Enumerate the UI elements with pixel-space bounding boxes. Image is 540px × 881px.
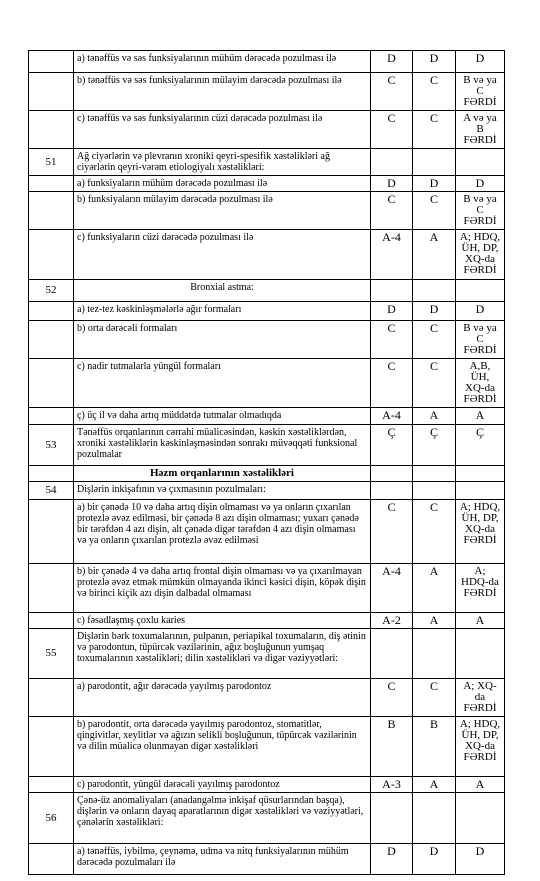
category-c2 — [413, 149, 456, 176]
category-c1: C — [371, 111, 413, 149]
category-c1: D — [371, 302, 413, 321]
row-number — [29, 408, 74, 425]
category-c1: C — [371, 73, 413, 111]
category-c2: C — [413, 192, 456, 230]
row-number — [29, 302, 74, 321]
category-c3-line: FƏRDİ — [463, 134, 497, 146]
category-c2: C — [413, 679, 456, 717]
table-row — [29, 51, 505, 73]
condition-description: b) bir çənədə 4 və daha artıq frontal dişin olmaması və ya çıxarılmayan protezlə əvəz etmək mümkün olmayanda ikinci kəsici dişin, köpək dişin və birinci kiçik azı dişin dalbadal olmaması — [74, 564, 371, 613]
table-row — [29, 149, 505, 176]
row-number: 54 — [29, 482, 74, 500]
empty-cell — [371, 466, 413, 482]
condition-description: b) tənəffüs və səs funksiyalarının mülayim dərəcədə pozulması ilə — [74, 73, 371, 111]
condition-description: c) nadir tutmalarla yüngül formaları — [74, 359, 371, 408]
table-row — [29, 629, 505, 679]
table-row — [29, 111, 505, 149]
category-c2 — [413, 629, 456, 679]
category-c3-line: B və ya C — [463, 322, 497, 345]
category-c3-line: ÜH, DP, — [461, 729, 499, 741]
category-c3-line: FƏRDİ — [463, 215, 497, 227]
category-c1: A-2 — [371, 613, 413, 629]
row-number — [29, 613, 74, 629]
category-c2: B — [413, 717, 456, 777]
table-row — [29, 777, 505, 793]
condition-description: c) fəsadlaşmış çoxlu karies — [74, 613, 371, 629]
category-c3-line: D — [475, 302, 485, 316]
table-row — [29, 564, 505, 613]
category-c1 — [371, 629, 413, 679]
category-c1: D — [371, 51, 413, 73]
condition-description: c) parodontit, yüngül dərəcəli yayılmış parodontoz — [74, 777, 371, 793]
category-c3-line: HDQ-da — [461, 576, 499, 588]
category-c3 — [456, 629, 505, 679]
requirements-table — [28, 50, 505, 875]
row-number — [29, 466, 74, 482]
category-c2: Ç — [413, 425, 456, 466]
category-c1: D — [371, 176, 413, 192]
condition-description: b) parodontit, orta dərəcədə yayılmış parodontoz, stomatitlər, qingivitlər, xeylitlər və ağızın selikli boşluğunun, tüpürcək vəzilərinin və dilin müalicə olunmayan digər xəstəlikləri — [74, 717, 371, 777]
category-c3 — [456, 500, 505, 564]
category-c3-line: A; HDQ, — [459, 501, 501, 513]
category-c3 — [456, 717, 505, 777]
table-row — [29, 500, 505, 564]
row-number — [29, 321, 74, 359]
category-c3 — [456, 73, 505, 111]
table-row — [29, 176, 505, 192]
condition-description: a) tez-tez kəskinləşmələrlə ağır formaları — [74, 302, 371, 321]
category-c1: C — [371, 679, 413, 717]
condition-description: a) tənəffüs, iybilmə, çeynəmə, udma və nitq funksiyalarının mühüm dərəcədə pozulmaları ilə — [74, 844, 371, 875]
category-c3 — [456, 777, 505, 793]
category-c3 — [456, 321, 505, 359]
row-number: 53 — [29, 425, 74, 466]
category-c2: A — [413, 408, 456, 425]
category-c3 — [456, 482, 505, 500]
condition-description: a) parodontit, ağır dərəcədə yayılmış parodontoz — [74, 679, 371, 717]
category-c2: D — [413, 51, 456, 73]
category-c3 — [456, 149, 505, 176]
category-c3-line: A — [475, 777, 485, 791]
category-c3-line: FƏRDİ — [463, 587, 497, 599]
condition-description: Tənəffüs orqanlarının cərrahi müalicəsindən, kəskin xəstəliklərdən, xroniki xəstəliklərin kəskinləşməsindən sonrakı müvəqqəti funksional pozulmalar — [74, 425, 371, 466]
condition-description: Ağ ciyərlərin və plevranın xroniki qeyri-spesifik xəstəlikləri ağ ciyərlərin qeyri-vərəm etiologiyalı xəstəlikləri: — [74, 149, 371, 176]
category-c3 — [456, 192, 505, 230]
category-c2: C — [413, 321, 456, 359]
category-c3-line: A və ya B — [463, 112, 497, 135]
table-row — [29, 73, 505, 111]
category-c3 — [456, 564, 505, 613]
category-c3-line: Ç — [475, 425, 484, 439]
row-number: 55 — [29, 629, 74, 679]
condition-description: a) bir çənədə 10 və daha artıq dişin olmaması və ya onların çıxarılan protezlə əvəz edilməsi, bir çənədə 8 azı dişin olmaması; yuxarı çənədə bir tərəfdən 4 azı dişin, alt çənədə digər tərəfdən 4 azı dişin olmaması və ya onların çıxarılan protezlə əvəz edilməsi — [74, 500, 371, 564]
category-c3-line: XQ-da — [465, 382, 495, 394]
category-c2: D — [413, 176, 456, 192]
row-number — [29, 111, 74, 149]
category-c2: A — [413, 564, 456, 613]
category-c1 — [371, 149, 413, 176]
table-row — [29, 408, 505, 425]
table-row — [29, 613, 505, 629]
category-c3-line: ÜH, DP, — [461, 242, 499, 254]
row-number — [29, 176, 74, 192]
category-c2: A — [413, 777, 456, 793]
category-c3-line: FƏRDİ — [463, 751, 497, 763]
row-number: 56 — [29, 793, 74, 844]
category-c3 — [456, 425, 505, 466]
empty-cell — [413, 466, 456, 482]
row-number — [29, 230, 74, 280]
condition-description: c) tənəffüs və səs funksiyalarının cüzi dərəcədə pozulması ilə — [74, 111, 371, 149]
category-c3 — [456, 613, 505, 629]
category-c3-line: FƏRDİ — [463, 264, 497, 276]
category-c3 — [456, 176, 505, 192]
category-c3 — [456, 359, 505, 408]
category-c3-line: A — [475, 408, 485, 422]
category-c3-line: FƏRDİ — [463, 393, 497, 405]
category-c2: A — [413, 230, 456, 280]
category-c3-line: D — [475, 844, 485, 858]
category-c1: C — [371, 321, 413, 359]
empty-cell — [456, 466, 505, 482]
category-c2 — [413, 482, 456, 500]
category-c1: C — [371, 359, 413, 408]
category-c3 — [456, 111, 505, 149]
category-c1: A-4 — [371, 408, 413, 425]
condition-description: b) funksiyaların mülayim dərəcədə pozulması ilə — [74, 192, 371, 230]
row-number — [29, 679, 74, 717]
category-c3-line: XQ-da — [465, 740, 495, 752]
table-row — [29, 679, 505, 717]
category-c3 — [456, 230, 505, 280]
table-row — [29, 717, 505, 777]
category-c2 — [413, 793, 456, 844]
category-c1 — [371, 482, 413, 500]
table-row — [29, 302, 505, 321]
category-c1: B — [371, 717, 413, 777]
table-row — [29, 230, 505, 280]
category-c3-line: XQ-da — [465, 253, 495, 265]
section-title: Həzm orqanlarının xəstəlikləri — [74, 466, 371, 482]
condition-description: Dişlərin bərk toxumalarının, pulpanın, periapikal toxumaların, diş ətinin və parodontun, tüpürcək vəzilərinin, ağız boşluğunun yumşaq toxumalarının xəstəlikləri; dilin xəstəlikləri və digər vəziyyətləri: — [74, 629, 371, 679]
condition-description: a) tənəffüs və səs funksiyalarının mühüm dərəcədə pozulması ilə — [74, 51, 371, 73]
table-row — [29, 844, 505, 875]
category-c1 — [371, 280, 413, 302]
category-c3-line: A; — [474, 565, 486, 577]
table-row — [29, 793, 505, 844]
category-c2: C — [413, 73, 456, 111]
category-c2: C — [413, 359, 456, 408]
category-c3 — [456, 793, 505, 844]
category-c3-line: FƏRDİ — [463, 534, 497, 546]
table-row — [29, 425, 505, 466]
row-number — [29, 564, 74, 613]
condition-description: c) funksiyaların cüzi dərəcədə pozulması ilə — [74, 230, 371, 280]
category-c1: D — [371, 844, 413, 875]
category-c1: Ç — [371, 425, 413, 466]
category-c2: A — [413, 613, 456, 629]
row-number — [29, 73, 74, 111]
category-c1: C — [371, 192, 413, 230]
table-row — [29, 321, 505, 359]
category-c1: A-4 — [371, 564, 413, 613]
row-number — [29, 359, 74, 408]
row-number — [29, 717, 74, 777]
condition-description: Çənə-üz anomaliyaları (anadangəlmə inkişaf qüsurlarından başqa), dişlərin və onların dayaq aparatlarının digər xəstəlikləri və vəziyyətləri, çənələrin xəstəlikləri: — [74, 793, 371, 844]
category-c3-line: XQ-da — [465, 523, 495, 535]
condition-description: Dişlərin inkişafının və çıxmasının pozulmaları: — [74, 482, 371, 500]
category-c2 — [413, 280, 456, 302]
category-c2: C — [413, 500, 456, 564]
category-c2: D — [413, 844, 456, 875]
section-header-row — [29, 466, 505, 482]
row-number — [29, 192, 74, 230]
category-c3 — [456, 302, 505, 321]
category-c3-line: A; XQ-da — [463, 680, 497, 703]
row-number — [29, 777, 74, 793]
category-c3 — [456, 844, 505, 875]
condition-description: Bronxial astma: — [74, 280, 371, 302]
category-c3-line: A; HDQ, — [459, 231, 501, 243]
row-number: 51 — [29, 149, 74, 176]
category-c3-line: B və ya C — [463, 193, 497, 216]
condition-description: b) orta dərəcəli formaları — [74, 321, 371, 359]
category-c3-line: FƏRDİ — [463, 702, 497, 714]
condition-description: a) funksiyaların mühüm dərəcədə pozulması ilə — [74, 176, 371, 192]
category-c3-line: D — [475, 51, 485, 65]
category-c3-line: FƏRDİ — [463, 96, 497, 108]
category-c3-line: B və ya C — [463, 74, 497, 97]
category-c3-line: FƏRDİ — [463, 344, 497, 356]
category-c1: C — [371, 500, 413, 564]
row-number — [29, 51, 74, 73]
row-number: 52 — [29, 280, 74, 302]
category-c2: D — [413, 302, 456, 321]
table-row — [29, 280, 505, 302]
table-row — [29, 359, 505, 408]
category-c3-line: A,B, ÜH, — [469, 360, 491, 383]
table-row — [29, 482, 505, 500]
row-number — [29, 500, 74, 564]
category-c3 — [456, 679, 505, 717]
category-c3 — [456, 280, 505, 302]
row-number — [29, 844, 74, 875]
category-c3 — [456, 51, 505, 73]
category-c1 — [371, 793, 413, 844]
category-c3-line: A; HDQ, — [459, 718, 501, 730]
category-c3 — [456, 408, 505, 425]
category-c3-line: ÜH, DP, — [461, 512, 499, 524]
category-c2: C — [413, 111, 456, 149]
category-c1: A-3 — [371, 777, 413, 793]
table-row — [29, 192, 505, 230]
category-c3-line: A — [475, 613, 485, 627]
category-c3-line: D — [475, 176, 485, 190]
condition-description: ç) üç il və daha artıq müddətdə tutmalar olmadıqda — [74, 408, 371, 425]
category-c1: A-4 — [371, 230, 413, 280]
